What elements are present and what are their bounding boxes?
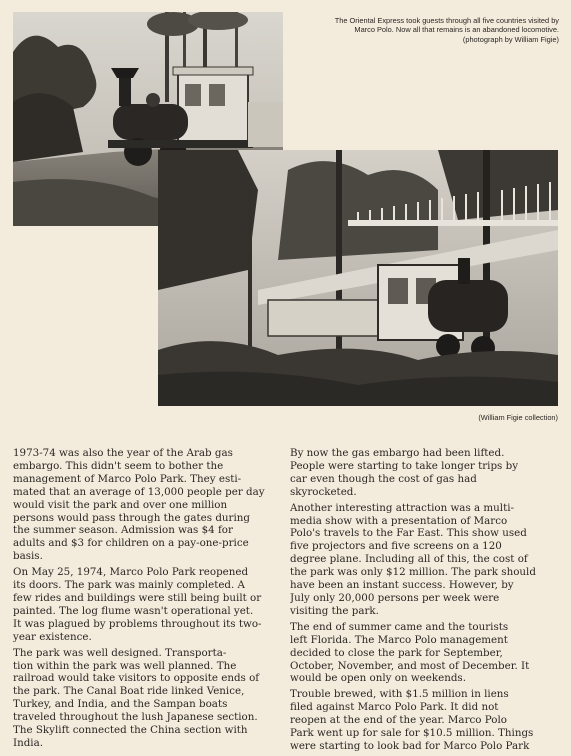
- text-line: adults and $3 for children on a pay-one-price: [13, 537, 249, 550]
- train-photo: [158, 150, 558, 406]
- text-line: would visit the park and over one million: [13, 498, 228, 511]
- article-paragraph: [13, 447, 283, 563]
- text-line: The park was well designed. Transporta-: [13, 646, 227, 659]
- text-line: Turkey, and India, and the Sampan boats: [13, 698, 228, 711]
- left-column: [13, 447, 283, 753]
- text-line: degree plane. Including all of this, the cost of: [290, 553, 528, 566]
- text-line: car even though the cost of gas had: [290, 472, 477, 485]
- text-line: skyrocketed.: [290, 485, 357, 498]
- top-photo-caption: [287, 16, 559, 44]
- caption-line: (photograph by William Figie): [462, 34, 559, 44]
- right-column: [290, 447, 560, 756]
- text-line: basis.: [13, 550, 43, 563]
- text-line: few rides and buildings were still being built or: [13, 591, 262, 604]
- article-paragraph: [290, 621, 560, 686]
- text-line: 1973-74 was also the year of the Arab gas: [13, 447, 233, 459]
- article-paragraph: [290, 688, 560, 753]
- text-line: Park went up for sale for $10.5 million. Things: [290, 727, 534, 740]
- text-line: were starting to look bad for Marco Polo Park: [290, 739, 530, 752]
- text-line: the summer season. Admission was $4 for: [13, 524, 233, 537]
- text-line: traveled throughout the lush Japanese section.: [13, 711, 258, 724]
- text-line: The Skylift connected the China section with: [13, 724, 248, 737]
- text-line: the park was only $12 million. The park should: [290, 566, 536, 579]
- text-line: People were starting to take longer trips by: [290, 459, 519, 472]
- text-line: Another interesting attraction was a multi-: [290, 501, 515, 514]
- article-paragraph: [13, 566, 283, 643]
- text-line: management of Marco Polo Park. They esti-: [13, 472, 242, 485]
- text-line: India.: [13, 736, 43, 749]
- text-line: persons would pass through the gates during: [13, 511, 250, 524]
- text-line: The end of summer came and the tourists: [290, 620, 509, 633]
- text-line: painted. The log flume wasn't operational yet.: [13, 604, 254, 617]
- text-line: July only 20,000 persons per week were: [290, 591, 500, 604]
- text-line: On May 25, 1974, Marco Polo Park reopened: [13, 566, 249, 579]
- text-line: year existence.: [13, 630, 92, 643]
- text-line: railroad would take visitors to opposite ends of: [13, 672, 260, 685]
- text-line: decided to close the park for September,: [290, 646, 503, 659]
- article-paragraph: [13, 647, 283, 750]
- text-line: Polo's travels to the Far East. This show used: [290, 527, 527, 540]
- article-paragraph: [290, 502, 560, 618]
- text-line: tion within the park was well planned. The: [13, 659, 237, 672]
- text-line: Trouble brewed, with $1.5 million in liens: [290, 688, 509, 701]
- text-line: mated that an average of 13,000 people per day: [13, 485, 265, 498]
- text-line: its doors. The park was mainly completed. A: [13, 579, 245, 592]
- text-line: It was plagued by problems throughout its two-: [13, 617, 262, 630]
- text-line: would be open only on weekends.: [290, 672, 466, 685]
- text-line: media show with a presentation of Marco: [290, 514, 508, 527]
- text-line: have been an instant success. However, by: [290, 579, 514, 592]
- article-paragraph: [290, 447, 560, 499]
- bottom-photo-caption: (William Figie collection): [478, 413, 558, 422]
- text-line: visiting the park.: [290, 604, 379, 617]
- caption-line: Marco Polo. Now all that remains is an abandoned locomotive.: [354, 25, 559, 35]
- text-line: the park. The Canal Boat ride linked Venice,: [13, 685, 245, 698]
- text-line: reopen at the end of the year. Marco Polo: [290, 714, 507, 727]
- caption-line: The Oriental Express took guests through all five countries visited by: [334, 16, 559, 25]
- text-line: October, November, and most of December. It: [290, 659, 530, 672]
- text-line: By now the gas embargo had been lifted.: [290, 447, 505, 459]
- text-line: embargo. This didn't seem to bother the: [13, 459, 224, 472]
- text-line: left Florida. The Marco Polo management: [290, 633, 508, 646]
- text-line: filed against Marco Polo Park. It did not: [290, 701, 499, 714]
- text-line: five projectors and five screens on a 120: [290, 540, 502, 553]
